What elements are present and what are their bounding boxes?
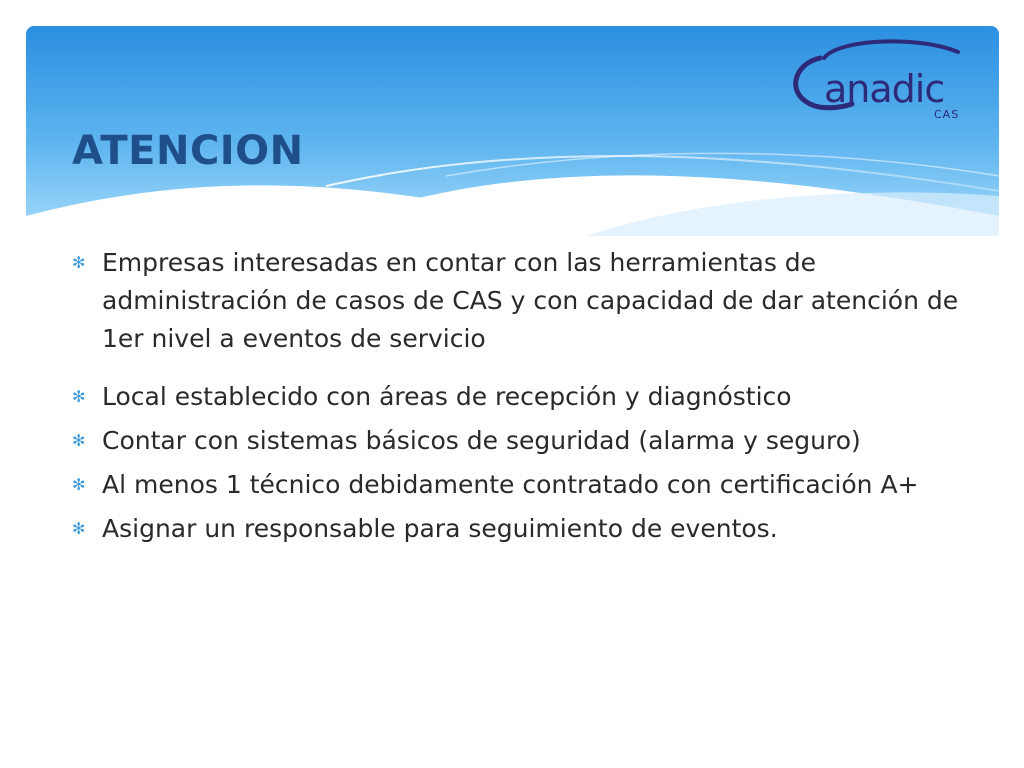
bullet-list (72, 244, 982, 554)
list-item (72, 244, 982, 358)
bullet-text: Empresas interesadas en contar con las herramientas de administración de casos de CAS y con capacidad de dar atención de 1er nivel a eventos de servicio (102, 248, 959, 353)
asterisk-bullet-icon: ✻ (72, 519, 86, 538)
slide-title: ATENCION (72, 128, 304, 174)
asterisk-bullet-icon: ✻ (72, 253, 86, 272)
asterisk-bullet-icon: ✻ (72, 431, 86, 450)
bullet-text: Local establecido con áreas de recepción y diagnóstico (102, 382, 792, 411)
list-item (72, 510, 982, 548)
list-item (72, 422, 982, 460)
list-item (72, 466, 982, 504)
asterisk-bullet-icon: ✻ (72, 387, 86, 406)
bullet-text: Contar con sistemas básicos de seguridad (alarma y seguro) (102, 426, 861, 455)
list-item (72, 378, 982, 416)
logo-subtext: CAS (934, 108, 960, 121)
logo-wordmark: anadic (824, 67, 945, 111)
anadic-logo (780, 34, 972, 124)
asterisk-bullet-icon: ✻ (72, 475, 86, 494)
bullet-text: Asignar un responsable para seguimiento de eventos. (102, 514, 778, 543)
bullet-text: Al menos 1 técnico debidamente contratado con certificación A+ (102, 470, 919, 499)
